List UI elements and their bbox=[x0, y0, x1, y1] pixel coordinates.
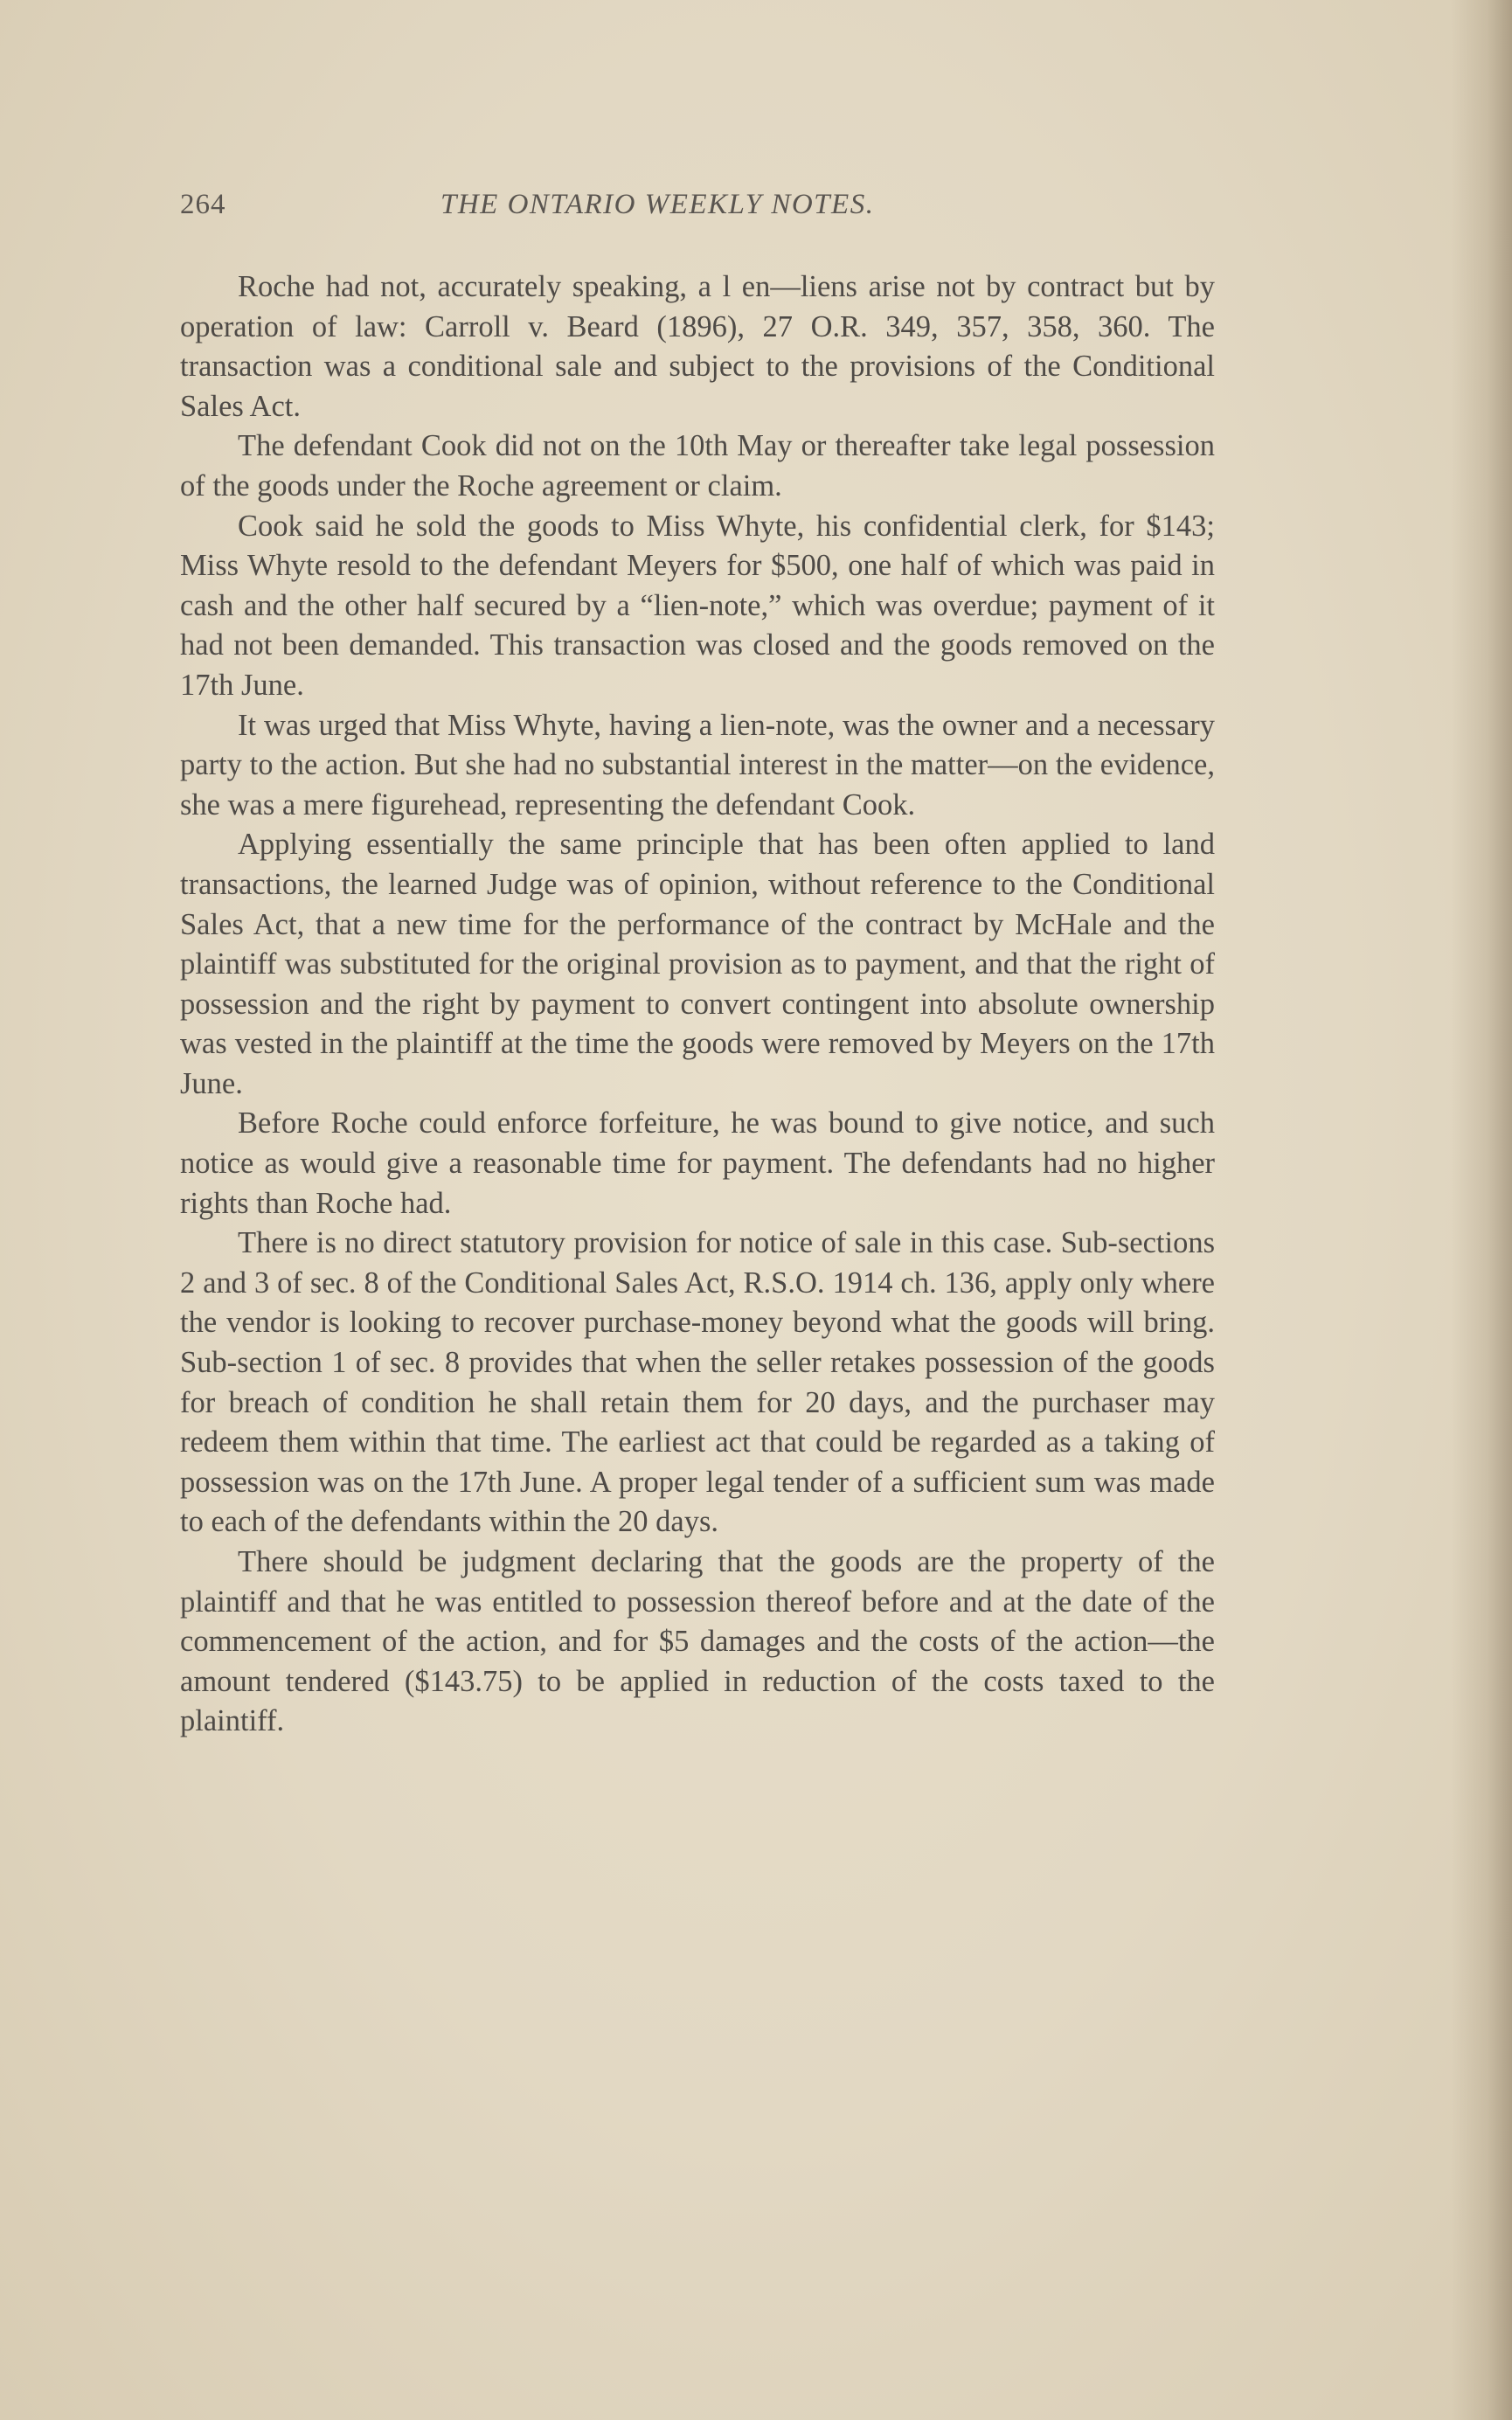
running-title: THE ONTARIO WEEKLY NOTES. bbox=[440, 189, 875, 220]
page-edge-shadow bbox=[1451, 0, 1512, 2420]
paragraph-sale-to-whyte: Cook said he sold the goods to Miss Whyte, his confidential clerk, for $143; Miss Whyte resold to the defendant Meyers for $500, one half of which was paid in cash and the other half secured by a “lien-note,” which was overdue; payment of it had not been demanded. This transaction was closed and the goods removed on the 17th June. bbox=[180, 509, 1215, 702]
paragraph-possession: The defendant Cook did not on the 10th May or thereafter take legal possession of the goods under the Roche agreement or claim. bbox=[180, 429, 1215, 503]
paragraph-lien: Roche had not, accurately speaking, a l en—liens arise not by contract but by operation of law: Carroll v. Beard (1896), 27 O.R. 349, 357, 358, 360. The transaction was a conditional sale and subject to the provisions of the Conditional Sales Act. bbox=[180, 270, 1215, 423]
paragraph-statutory: There is no direct statutory provision for notice of sale in this case. Sub-sections 2 and 3 of sec. 8 of the Conditional Sales Act, R.S.O. 1914 ch. 136, apply only where the vendor is looking to recover purchase-money beyond what the goods will bring. Sub-section 1 of sec. 8 provides that when the seller retakes possession of the goods for breach of condition he shall retain them for 20 days, and the purchaser may redeem them within that time. The earliest act that could be regarded as a taking of possession was on the 17th June. A proper legal tender of a sufficient sum was made to each of the defendants within the 20 days. bbox=[180, 1226, 1215, 1539]
paragraph-principle: Applying essentially the same principle that has been often applied to land transactions, the learned Judge was of opinion, without reference to the Conditional Sales Act, that a new time for the performance of the contract by McHale and the plaintiff was substituted for the original provision as to payment, and that the right of possession and the right by payment to convert contingent into absolute ownership was vested in the plaintiff at the time the goods were removed by Meyers on the 17th June. bbox=[180, 828, 1215, 1100]
paragraph-lien-note: It was urged that Miss Whyte, having a lien-note, was the owner and a necessary party to the action. But she had no substantial interest in the matter—on the evidence, she was a mere figurehead, representing the defendant Cook. bbox=[180, 708, 1215, 822]
body-text bbox=[180, 267, 1215, 1742]
paragraph-judgment: There should be judgment declaring that the goods are the property of the plaintiff and that he was entitled to possession thereof before and at the date of the commencement of the action, and for $5 damages and the costs of the action—the amount tendered ($143.75) to be applied in reduction of the costs taxed to the plaintiff. bbox=[180, 1545, 1215, 1738]
paragraph-forfeiture: Before Roche could enforce forfeiture, he was bound to give notice, and such notice as would give a reasonable time for payment. The defendants had no higher rights than Roche had. bbox=[180, 1106, 1215, 1220]
running-header bbox=[180, 189, 1176, 232]
page-number: 264 bbox=[180, 189, 226, 220]
